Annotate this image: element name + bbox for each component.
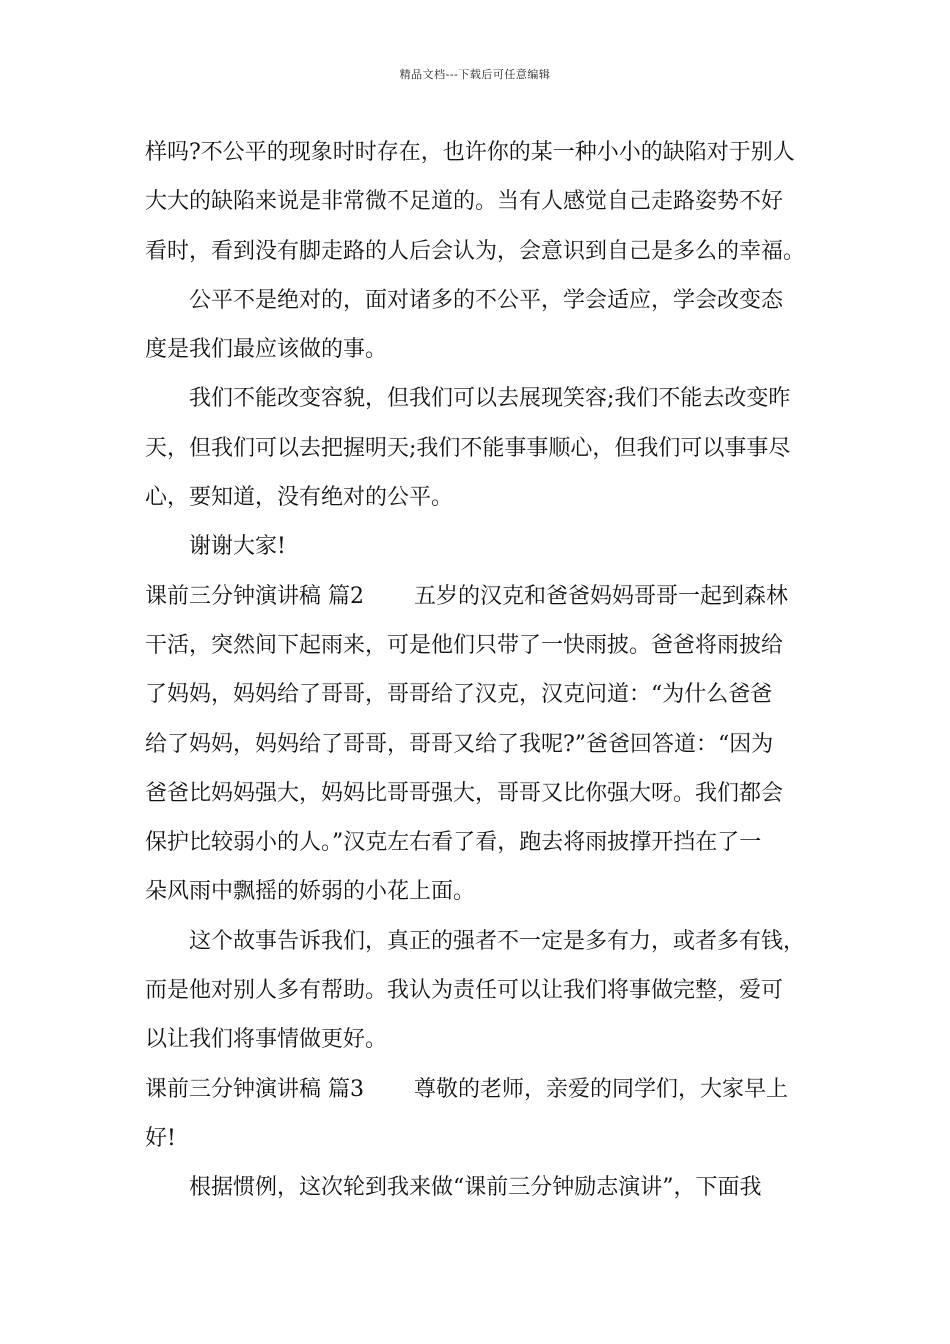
text-line: 好! [145, 1125, 176, 1151]
section-heading-line [145, 572, 825, 621]
document-body [145, 128, 825, 1213]
section-text: 五岁的汉克和爸爸妈妈哥哥一起到森林 [414, 583, 789, 609]
section-heading-line [145, 1065, 825, 1114]
page-header: 精品文档---下载后可任意编辑 [399, 68, 551, 81]
paragraph-start: 根据惯例，这次轮到我来做“课前三分钟励志演讲”，下面我 [189, 1175, 762, 1201]
paragraph-start: 公平不是绝对的，面对诸多的不公平，学会适应，学会改变态 [189, 287, 784, 313]
text-line: 保护比较弱小的人。”汉克左右看了看，跑去将雨披撑开挡在了一 [145, 830, 762, 856]
closing-line: 谢谢大家! [189, 534, 286, 560]
text-line: 看时，看到没有脚走路的人后会认为，会意识到自己是多么的幸福。 [145, 238, 806, 264]
text-line: 心，要知道，没有绝对的公平。 [145, 485, 454, 511]
text-line: 以让我们将事情做更好。 [145, 1027, 388, 1053]
text-line: 天，但我们可以去把握明天;我们不能事事顺心，但我们可以事事尽 [145, 435, 791, 461]
text-line: 度是我们最应该做的事。 [145, 337, 388, 363]
paragraph-start: 这个故事告诉我们，真正的强者不一定是多有力，或者多有钱， [189, 928, 806, 954]
text-line: 干活，突然间下起雨来，可是他们只带了一快雨披。爸爸将雨披给 [145, 632, 784, 658]
text-line: 爸爸比妈妈强大，妈妈比哥哥强大，哥哥又比你强大呀。我们都会 [145, 780, 784, 806]
section-title: 课前三分钟演讲稿 篇2 [145, 583, 364, 609]
paragraph-start: 我们不能改变容貌，但我们可以去展现笑容;我们不能去改变昨 [189, 386, 791, 412]
section-title: 课前三分钟演讲稿 篇3 [145, 1076, 364, 1102]
text-line: 朵风雨中飘摇的娇弱的小花上面。 [145, 879, 476, 905]
text-line: 了妈妈，妈妈给了哥哥，哥哥给了汉克，汉克问道：“为什么爸爸 [145, 682, 773, 708]
text-line: 大大的缺陷来说是非常微不足道的。当有人感觉自己走路姿势不好 [145, 189, 784, 215]
text-line: 样吗?不公平的现象时时存在，也许你的某一种小小的缺陷对于别人 [145, 140, 795, 165]
section-text: 尊敬的老师，亲爱的同学们，大家早上 [414, 1076, 789, 1102]
text-line: 给了妈妈，妈妈给了哥哥，哥哥又给了我呢?”爸爸回答道：“因为 [145, 731, 774, 757]
text-line: 而是他对别人多有帮助。我认为责任可以让我们将事做完整，爱可 [145, 978, 784, 1004]
